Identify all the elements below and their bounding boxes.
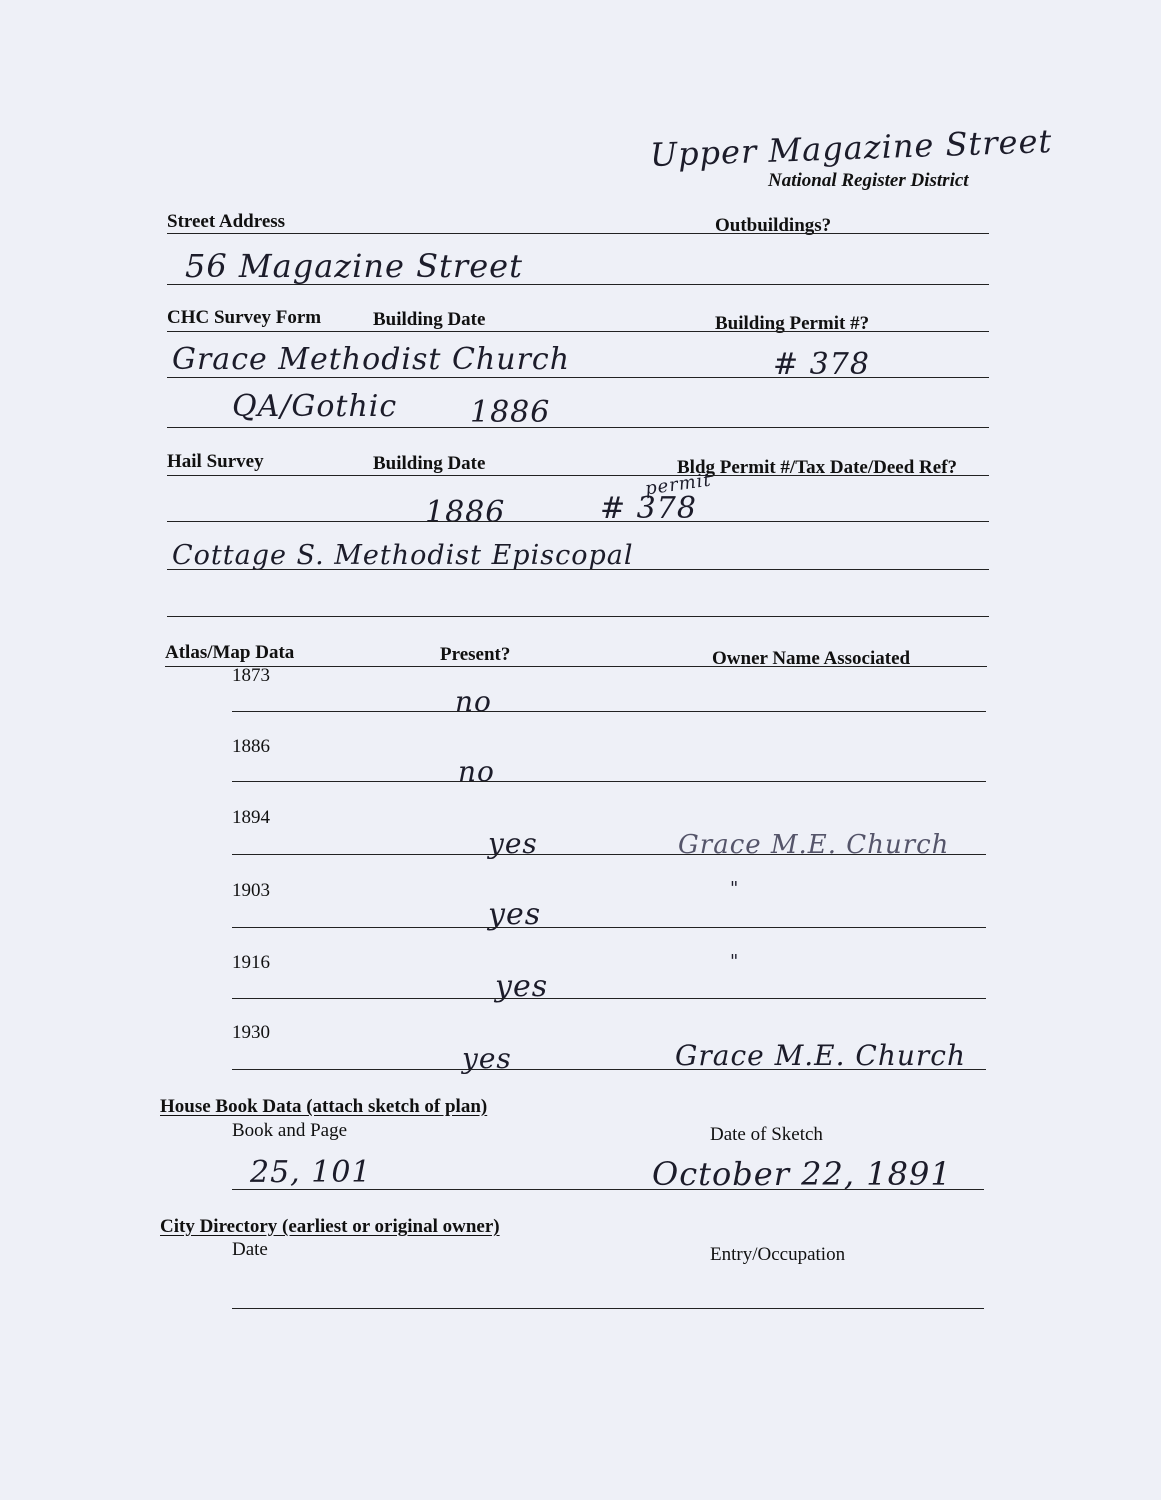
chc-line1-value: Grace Methodist Church [172, 342, 571, 377]
atlas-row-rule [232, 854, 986, 855]
street-address-rule [167, 233, 989, 234]
chc-style-value: QA/Gothic [232, 389, 398, 424]
atlas-present-value: yes [488, 827, 538, 860]
atlas-owner-value: Grace M.E. Church [675, 1039, 966, 1072]
book-page-value: 25, 101 [250, 1155, 372, 1190]
city-directory-date-label: Date [232, 1239, 268, 1260]
district-handwritten: Upper Magazine Street [649, 121, 1053, 175]
city-directory-label: City Directory (earliest or original owner) [160, 1216, 500, 1237]
atlas-row-rule [232, 711, 986, 712]
city-directory-entry-label: Entry/Occupation [710, 1244, 846, 1265]
hail-line2-value: Cottage S. Methodist Episcopal [172, 540, 634, 571]
chc-line1-rule [167, 377, 989, 378]
atlas-present-value: yes [495, 969, 549, 1004]
street-address-value-rule [167, 284, 989, 285]
atlas-owner-value: " [730, 878, 740, 899]
chc-survey-label: CHC Survey Form [167, 307, 322, 328]
hail-line1-rule [167, 521, 989, 522]
hail-survey-label: Hail Survey [167, 451, 264, 472]
house-book-label: House Book Data (attach sketch of plan) [160, 1096, 488, 1117]
chc-building-date-label: Building Date [373, 309, 486, 330]
atlas-present-value: yes [488, 897, 542, 932]
atlas-year: 1873 [232, 665, 270, 686]
chc-header-rule [167, 331, 989, 332]
atlas-year: 1903 [232, 880, 270, 901]
atlas-present-value: no [458, 755, 495, 788]
atlas-label: Atlas/Map Data [165, 642, 295, 663]
house-book-rule [232, 1189, 984, 1190]
atlas-year: 1930 [232, 1022, 270, 1043]
hail-permit-note: permit [643, 469, 713, 500]
atlas-owner-label: Owner Name Associated [712, 648, 911, 669]
atlas-present-value: no [455, 685, 492, 718]
street-address-value: 56 Magazine Street [185, 247, 523, 285]
hail-date-value: 1886 [425, 495, 506, 530]
chc-permit-value: # 378 [773, 347, 870, 382]
atlas-owner-value: Grace M.E. Church [678, 830, 950, 860]
atlas-present-label: Present? [440, 644, 511, 665]
city-directory-rule [232, 1308, 984, 1309]
chc-date-value: 1886 [470, 395, 551, 430]
atlas-year: 1916 [232, 952, 270, 973]
atlas-year: 1886 [232, 736, 270, 757]
hail-permit-label: Bldg Permit #/Tax Date/Deed Ref? [677, 457, 958, 478]
hail-building-date-label: Building Date [373, 453, 486, 474]
hail-line2-rule [167, 569, 989, 570]
hail-header-rule [167, 475, 989, 476]
outbuildings-label: Outbuildings? [715, 215, 832, 236]
atlas-header-rule [165, 666, 987, 667]
hail-permit-value: # 378 [600, 491, 697, 526]
chc-permit-label: Building Permit #? [715, 313, 870, 334]
hail-line3-rule [167, 616, 989, 617]
district-label: National Register District [768, 170, 969, 191]
atlas-present-value: yes [462, 1042, 512, 1075]
street-address-label: Street Address [167, 211, 286, 232]
sketch-date-label: Date of Sketch [710, 1124, 823, 1145]
atlas-row-rule [232, 1069, 986, 1070]
book-page-label: Book and Page [232, 1120, 348, 1141]
sketch-date-value: October 22, 1891 [652, 1155, 952, 1193]
atlas-owner-value: " [730, 951, 740, 972]
atlas-row-rule [232, 781, 986, 782]
chc-line2-rule [167, 427, 989, 428]
atlas-year: 1894 [232, 807, 270, 828]
atlas-row-rule [232, 998, 986, 999]
atlas-row-rule [232, 927, 986, 928]
